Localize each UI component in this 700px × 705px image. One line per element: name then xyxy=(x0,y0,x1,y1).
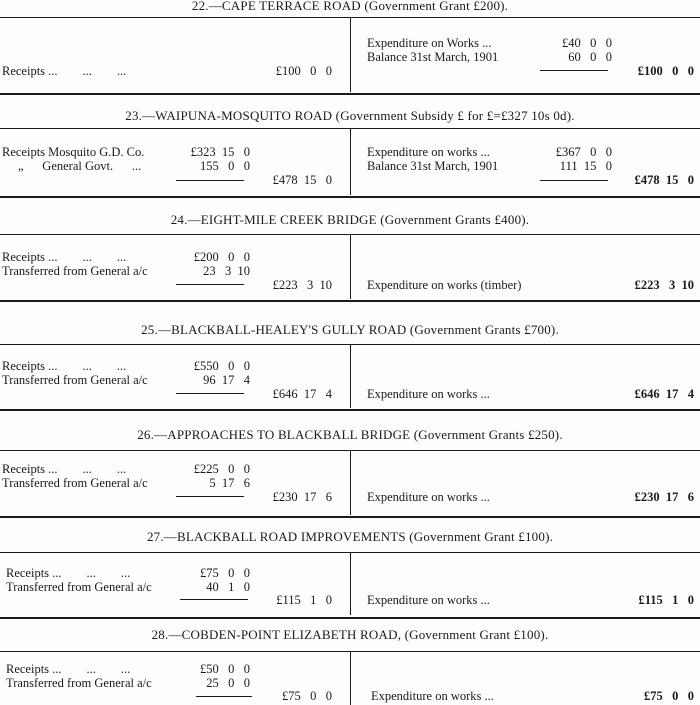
total-left: £223 3 10 xyxy=(272,278,332,292)
transferred-label: Transferred from General a/c xyxy=(6,676,152,690)
transferred-label: Transferred from General a/c xyxy=(2,476,148,490)
sum-rule xyxy=(176,496,244,497)
total-left: £115 1 0 xyxy=(276,593,332,607)
sum-rule xyxy=(540,70,608,71)
expenditure-label: Expenditure on works (timber) xyxy=(367,278,522,292)
expenditure-label: Expenditure on works ... xyxy=(367,490,490,504)
sum-rule xyxy=(176,284,244,285)
total-left: £478 15 0 xyxy=(272,173,332,187)
total-left: £646 17 4 xyxy=(272,387,332,401)
section-27-title: 27.—BLACKBALL ROAD IMPROVEMENTS (Government Grant £100). xyxy=(146,529,554,544)
section-end-rule xyxy=(0,93,700,95)
section-24-title: 24.—EIGHT-MILE CREEK BRIDGE (Government Grants £400). xyxy=(170,212,530,227)
section-28-title: 28.—COBDEN-POINT ELIZABETH ROAD, (Government Grant £100). xyxy=(151,627,549,642)
expenditure-amount: £40 0 0 xyxy=(562,36,612,50)
section-end-rule xyxy=(0,196,700,198)
receipts-amount: £323 15 0 xyxy=(190,145,250,159)
receipts-label: Receipts ... ... ... xyxy=(6,566,131,580)
transferred-label: Transferred from General a/c xyxy=(2,373,148,387)
total-right: £230 17 6 xyxy=(634,490,694,504)
expenditure-label: Expenditure on works ... xyxy=(367,145,490,159)
transferred-amount: 96 17 4 xyxy=(203,373,250,387)
receipts-label: Receipts ... ... ... xyxy=(2,359,127,373)
transferred-amount: 40 1 0 xyxy=(206,580,250,594)
column-divider xyxy=(350,235,351,299)
column-divider xyxy=(350,652,351,705)
total-right: £223 3 10 xyxy=(634,278,694,292)
expenditure-label: Expenditure on Works ... xyxy=(367,36,492,50)
receipts-amount: £225 0 0 xyxy=(193,462,250,476)
section-end-rule xyxy=(0,300,700,302)
balance-amount: 111 15 0 xyxy=(559,159,612,173)
transferred-label: Transferred from General a/c xyxy=(6,580,152,594)
receipts-amount: £50 0 0 xyxy=(200,662,250,676)
receipts-amount: £100 0 0 xyxy=(275,64,332,78)
receipts-label: Receipts ... ... ... xyxy=(2,64,127,78)
expenditure-amount: £367 0 0 xyxy=(555,145,612,159)
expenditure-label: Expenditure on works ... xyxy=(371,689,494,703)
column-divider xyxy=(350,129,351,195)
column-divider xyxy=(350,553,351,615)
receipts-label: Receipts ... ... ... xyxy=(2,462,127,476)
total-left: £230 17 6 xyxy=(272,490,332,504)
total-right: £646 17 4 xyxy=(634,387,694,401)
balance-label: Balance 31st March, 1901 xyxy=(367,50,499,64)
total-left: £75 0 0 xyxy=(282,689,332,703)
total-right: £478 15 0 xyxy=(634,173,694,187)
transferred-amount: 5 17 6 xyxy=(209,476,250,490)
expenditure-label: Expenditure on works ... xyxy=(367,593,490,607)
general-govt-amount: 155 0 0 xyxy=(200,159,250,173)
total-right: £100 0 0 xyxy=(637,64,694,78)
receipts-amount: £200 0 0 xyxy=(193,250,250,264)
total-right: £75 0 0 xyxy=(644,689,694,703)
section-22-title: 22.—CAPE TERRACE ROAD (Government Grant £200). xyxy=(191,0,509,13)
balance-label: Balance 31st March, 1901 xyxy=(367,159,499,173)
column-divider xyxy=(350,18,351,92)
sum-rule xyxy=(176,180,244,181)
transferred-amount: 25 0 0 xyxy=(206,676,250,690)
receipts-amount: £75 0 0 xyxy=(200,566,250,580)
general-govt-label: „ General Govt. ... xyxy=(18,159,142,173)
section-26-title: 26.—APPROACHES TO BLACKBALL BRIDGE (Government Grants £250). xyxy=(137,427,563,442)
receipts-label: Receipts Mosquito G.D. Co. xyxy=(2,145,145,159)
sum-rule xyxy=(540,180,608,181)
section-end-rule xyxy=(0,516,700,518)
receipts-amount: £550 0 0 xyxy=(193,359,250,373)
balance-amount: 60 0 0 xyxy=(568,50,612,64)
sum-rule xyxy=(180,599,248,600)
column-divider xyxy=(350,451,351,515)
expenditure-label: Expenditure on works ... xyxy=(367,387,490,401)
section-end-rule xyxy=(0,617,700,619)
transferred-label: Transferred from General a/c xyxy=(2,264,148,278)
total-right: £115 1 0 xyxy=(638,593,694,607)
section-23-title: 23.—WAIPUNA-MOSQUITO ROAD (Government Subsidy £ for £=£327 10s 0d). xyxy=(125,108,575,123)
sum-rule xyxy=(176,393,244,394)
receipts-label: Receipts ... ... ... xyxy=(6,662,131,676)
column-divider xyxy=(350,345,351,408)
section-end-rule xyxy=(0,409,700,411)
transferred-amount: 23 3 10 xyxy=(203,264,250,278)
receipts-label: Receipts ... ... ... xyxy=(2,250,127,264)
section-25-title: 25.—BLACKBALL-HEALEY'S GULLY ROAD (Government Grants £700). xyxy=(141,322,559,337)
